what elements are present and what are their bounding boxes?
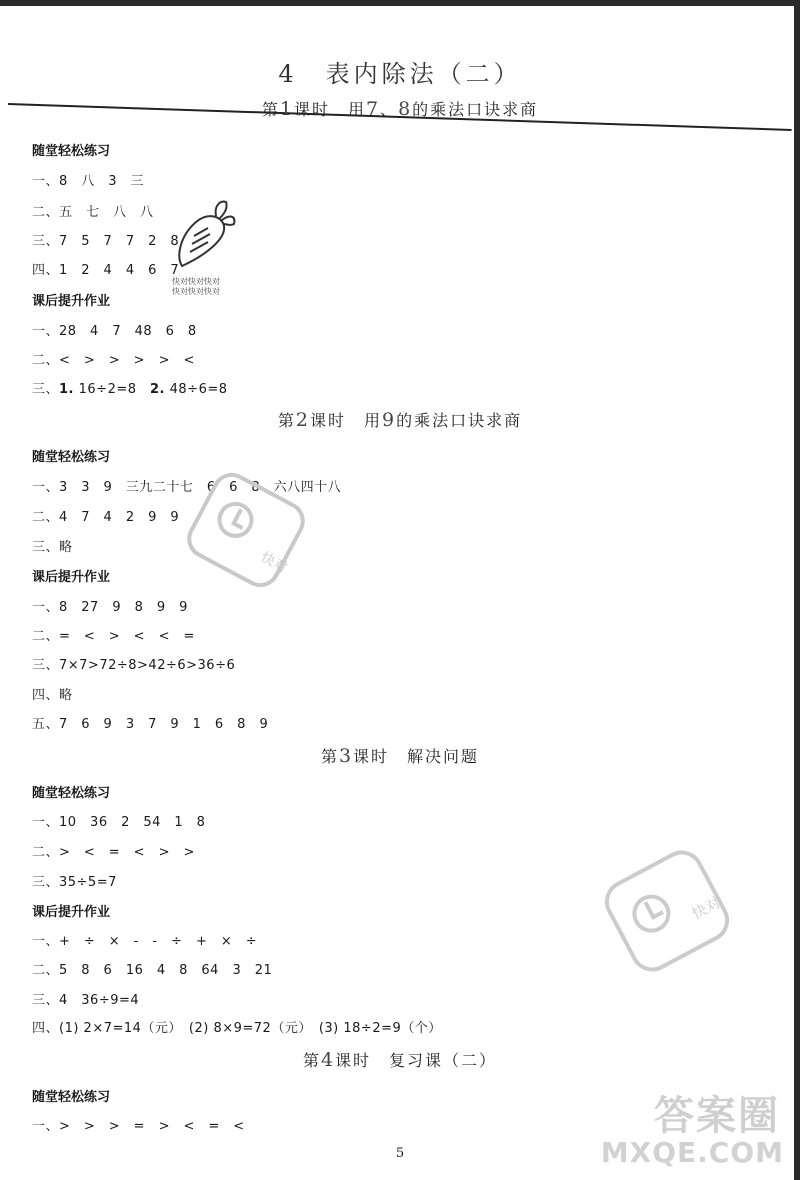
svg-text:快对: 快对 bbox=[688, 893, 724, 924]
lesson-1-class-section: 随堂轻松练习 bbox=[32, 144, 111, 159]
chapter-number: 4 bbox=[278, 60, 298, 88]
answer-line: 四、1 2 4 4 6 7 bbox=[32, 263, 180, 278]
answer-line: 二、4 7 4 2 9 9 bbox=[32, 510, 180, 525]
answer-line: 一、28 4 7 48 6 8 bbox=[32, 324, 197, 339]
answer-line: 二、= < > < < = bbox=[32, 629, 195, 644]
watermark-bottom: MXQE.COM bbox=[600, 1136, 784, 1169]
site-watermark bbox=[600, 1084, 790, 1174]
answer-line: 二、> < = < > > bbox=[32, 845, 195, 860]
chapter-title bbox=[0, 54, 800, 89]
lesson-2-class-section: 随堂轻松练习 bbox=[32, 450, 111, 465]
lesson-2-title: 第2课时 用9的乘法口诀求商 bbox=[277, 409, 523, 431]
lesson-3-home-section: 课后提升作业 bbox=[32, 905, 111, 920]
lesson-1-home-section: 课后提升作业 bbox=[32, 294, 111, 309]
scan-border-top bbox=[0, 0, 800, 6]
answer-line: 一、8 八 3 三 bbox=[32, 174, 145, 189]
answer-line: 一、3 3 9 三九二十七 6 6 8 六八四十八 bbox=[32, 480, 342, 495]
chapter-name: 表内除法（二） bbox=[325, 60, 522, 88]
lesson-3-title: 第3课时 解决问题 bbox=[320, 745, 480, 767]
answer-line: 三、7 5 7 7 2 8 bbox=[32, 234, 180, 249]
answer-line: 三、略 bbox=[32, 540, 73, 555]
answer-line: 二、五 七 八 八 bbox=[32, 205, 154, 220]
answer-line: 四、(1) 2×7=14（元） (2) 8×9=72（元） (3) 18÷2=9（个） bbox=[32, 1021, 442, 1036]
page-number: 5 bbox=[395, 1146, 405, 1161]
answer-line: 一、> > > = > < = < bbox=[32, 1119, 245, 1134]
answer-line: 一、8 27 9 8 9 9 bbox=[32, 600, 188, 615]
lesson-3-class-section: 随堂轻松练习 bbox=[32, 786, 111, 801]
answer-line: 五、7 6 9 3 7 9 1 6 8 9 bbox=[32, 717, 269, 732]
answer-line: 二、5 8 6 16 4 8 64 3 21 bbox=[32, 963, 273, 978]
lesson-2-home-section: 课后提升作业 bbox=[32, 570, 111, 585]
scan-border-right bbox=[794, 0, 800, 1180]
answer-line: 三、4 36÷9=4 bbox=[32, 993, 140, 1008]
lesson-4-title: 第4课时 复习课（二） bbox=[302, 1049, 498, 1071]
lesson-1-title: 第1课时 用7、8的乘法口诀求商 bbox=[261, 98, 539, 120]
carrot-sticker-icon bbox=[168, 196, 238, 274]
answer-line: 四、略 bbox=[32, 688, 73, 703]
answer-line: 一、10 36 2 54 1 8 bbox=[32, 815, 206, 830]
svg-text:快对: 快对 bbox=[257, 549, 290, 577]
answer-line: 三、1. 16÷2=8 2. 48÷6=8 bbox=[32, 382, 228, 397]
kuaidui-stamp-icon bbox=[592, 846, 742, 976]
lesson-4-class-section: 随堂轻松练习 bbox=[32, 1090, 111, 1105]
answer-line: 三、7×7>72÷8>42÷6>36÷6 bbox=[32, 658, 236, 673]
answer-line: 二、< > > > > < bbox=[32, 353, 195, 368]
answer-line: 三、35÷5=7 bbox=[32, 875, 117, 890]
watermark-top: 答案圈 bbox=[654, 1093, 780, 1139]
answer-line: 一、+ ÷ × - - ÷ + × ÷ bbox=[32, 934, 258, 949]
kuaidui-stamp-icon bbox=[176, 470, 316, 590]
sticker-caption: 快对快对快对 快对快对快对 bbox=[172, 277, 220, 296]
